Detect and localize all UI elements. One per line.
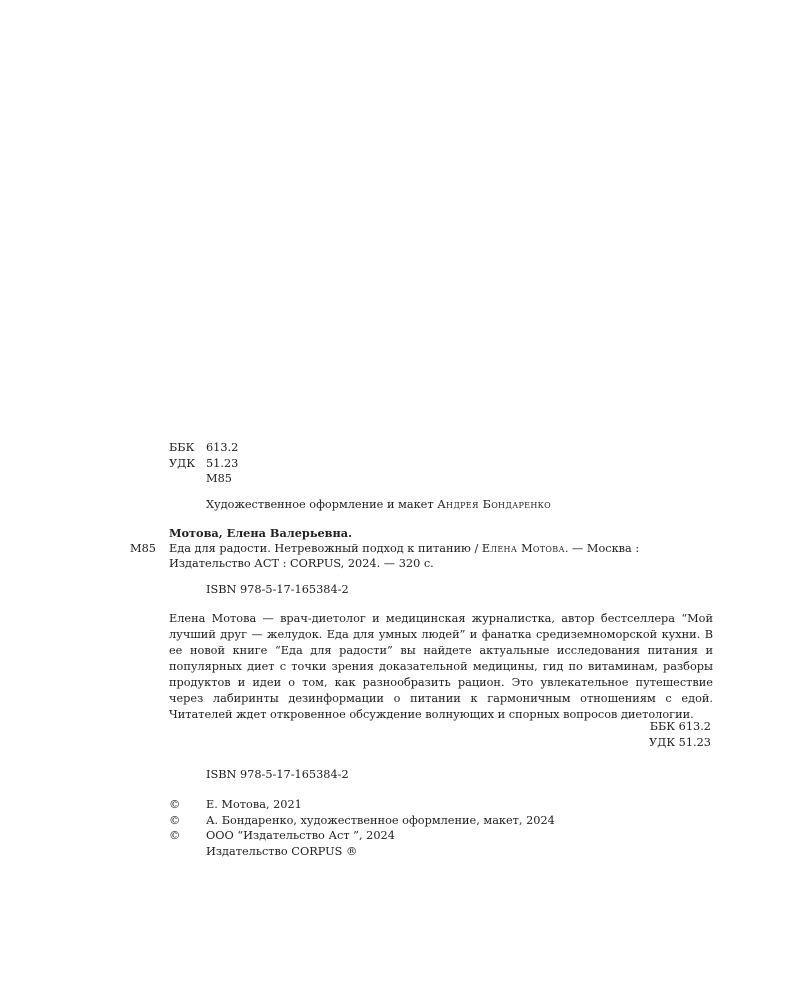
designer-name: Андрея Бондаренко — [437, 498, 551, 511]
design-credit — [206, 497, 551, 513]
imprint: Издательство CORPUS ® — [206, 845, 358, 858]
bbk-value: 613.2 — [206, 441, 239, 454]
publisher-line: Издательство АСТ : CORPUS, 2024. — 320 с. — [169, 557, 434, 570]
udk-value: 51.23 — [206, 457, 239, 470]
copyright-text: А. Бондаренко, художественное оформление, макет, 2024 — [206, 814, 555, 827]
copyright-symbol: © — [169, 798, 181, 811]
bbk-label: ББК — [169, 441, 195, 454]
publication-city: . — Москва : — [564, 542, 640, 555]
copyright-text: ООО “Издательство Аст ”, 2024 — [206, 829, 395, 842]
copyright-text: Е. Мотова, 2021 — [206, 798, 302, 811]
copyright-symbol: © — [169, 814, 181, 827]
udk-label: УДК — [169, 457, 196, 470]
title-line — [169, 541, 639, 557]
bbk-bottom: ББК 613.2 — [649, 720, 711, 733]
author-mark: М85 — [206, 472, 232, 485]
udk-bottom: УДК 51.23 — [648, 736, 711, 749]
record-author: Елена Мотова — [481, 542, 565, 555]
record-author-mark: М85 — [130, 542, 156, 555]
author-heading: Мотова, Елена Валерьевна. — [169, 526, 353, 540]
isbn-top: ISBN 978-5-17-165384-2 — [206, 583, 349, 596]
isbn-bottom: ISBN 978-5-17-165384-2 — [206, 768, 349, 781]
book-title: Еда для радости. Нетревожный подход к питанию / — [169, 542, 479, 555]
design-credit-prefix: Художественное оформление и макет — [206, 498, 434, 511]
copyright-symbol: © — [169, 829, 181, 842]
annotation: Елена Мотова — врач-диетолог и медицинская журналистка, автор бестселлера “Мой лучший друг — желудок. Еда для умных людей” и фанатка средиземноморской кухни. В ее новой книге “Еда для радости” вы найдете актуальные исследования питания и популярных диет с точки зрения доказательной медицины, гид по витаминам, разборы продуктов и идеи о том, как разнообразить рацион. Это увлекательное путешествие через лабиринты дезинформации о питании к гармоничным отношениям с едой. Читателей ждет откровенное обсуждение волнующих и спорных вопросов диетологии. — [169, 612, 713, 721]
